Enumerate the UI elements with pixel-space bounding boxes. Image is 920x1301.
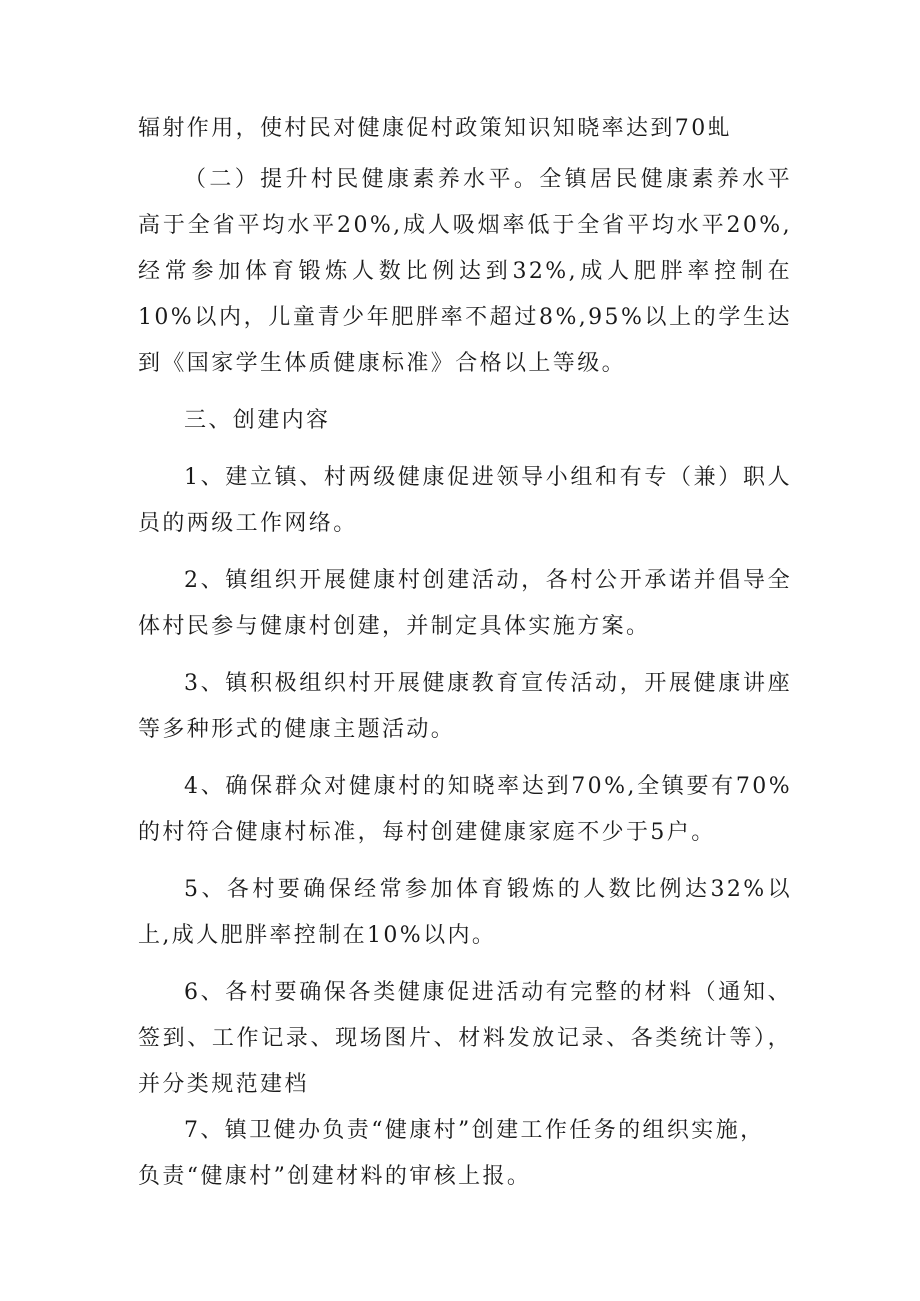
paragraph-item-7-continuation: 负责“健康村”创建材料的审核上报。 [138, 1164, 532, 1189]
paragraph-item-7: 7、镇卫健办负责“健康村”创建工作任务的组织实施， [184, 1118, 765, 1143]
paragraph-item-2: 2、镇组织开展健康村创建活动，各村公开承诺并倡导全体村民参与健康村创建，并制定具体实施方案。 [138, 568, 792, 639]
paragraph-health-literacy: （二）提升村民健康素养水平。全镇居民健康素养水平高于全省平均水平20%,成人吸烟率低于全省平均水平20%,经常参加体育锻炼人数比例达到32%,成人肥胖率控制在10%以内，儿童青少年肥胖率不超过8%,95%以上的学生达到《国家学生体质健康标准》合格以上等级。 [138, 167, 792, 376]
paragraph-continuation: 辐射作用，使村民对健康促村政策知识知晓率达到70虬 [138, 116, 732, 141]
paragraph-item-6: 6、各村要确保各类健康促进活动有完整的材料（通知、签到、工作记录、现场图片、材料发放记录、各类统计等），并分类规范建档 [138, 980, 792, 1097]
paragraph-item-1: 1、建立镇、村两级健康促进领导小组和有专（兼）职人员的两级工作网络。 [138, 465, 792, 536]
paragraph-item-5: 5、各村要确保经常参加体育锻炼的人数比例达32%以上,成人肥胖率控制在10%以内。 [138, 877, 792, 948]
paragraph-item-4: 4、确保群众对健康村的知晓率达到70%,全镇要有70%的村符合健康村标准，每村创建健康家庭不少于5户。 [138, 774, 792, 845]
section-heading-content: 三、创建内容 [184, 408, 331, 433]
document-body [138, 106, 792, 1200]
paragraph-item-3: 3、镇积极组织村开展健康教育宣传活动，开展健康讲座等多种形式的健康主题活动。 [138, 671, 792, 742]
